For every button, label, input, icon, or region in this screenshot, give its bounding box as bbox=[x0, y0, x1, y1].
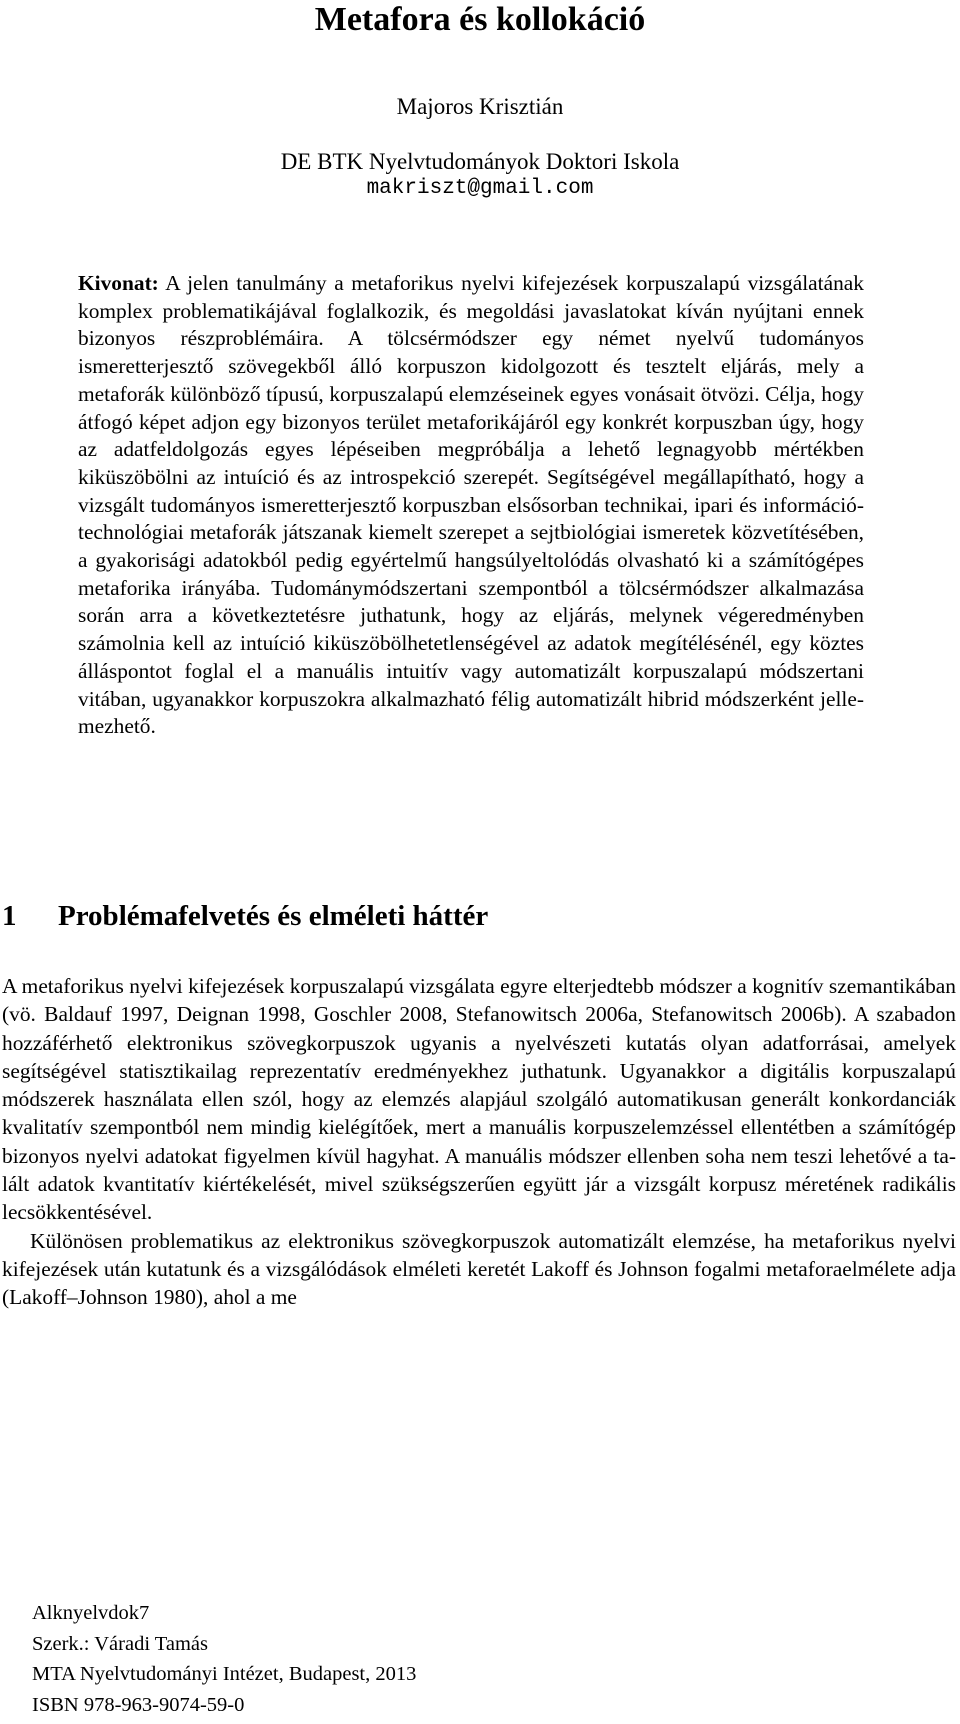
footer-line-isbn: ISBN 978-963-9074-59-0 bbox=[32, 1693, 245, 1716]
publication-footer bbox=[32, 1598, 416, 1720]
footer-line-publisher: MTA Nyelvtudományi Intézet, Budapest, 2013 bbox=[32, 1663, 417, 1685]
section-heading bbox=[2, 900, 488, 933]
author-affiliation: DE BTK Nyelvtudományok Doktori Iskola bbox=[280, 149, 680, 174]
footer-line-editor: Szerk.: Váradi Tamás bbox=[32, 1632, 208, 1655]
body-paragraph-2: Különösen problematikus az elektronikus szövegkorpuszok automatizált elemzése, ha metaforikus nyelvi kifejezések után kutatunk és a vizsgálódások elméleti keretét Lakoff és Johnson fogalmi metaforaelmélete adja (Lakoff–Johnson 1980), ahol a me bbox=[2, 1228, 956, 1310]
paper-title: Metafora és kollokáció bbox=[314, 1, 646, 38]
body-paragraph-1: A metaforikus nyelvi kifejezések korpuszalapú vizsgálata egyre elterjedtebb módszer a kognitív szemantikában (vö. Baldauf 1997, Deignan 1998, Goschler 2008, Stefanowitsch 2006a, Stefanowitsch 2006b). A szabadon hozzáférhető elektronikus szövegkorpuszok ugyanis a nyelvészeti kutatás olyan adatforrásai, amelyek segítségével statisztikailag reprezentatív eredményekhez juthatunk. Ugyanakkor a digitális korpuszalapú módszerek használata ellen szól, hogy az elemzés alapjául szolgáló automatikusan generált konkordanciák kvalitatív szempontból nem mindig kielégítőek, mert a manuális korpuszelemzéssel ellentétben a számítógép bizonyos nyelvi adatokat figyelmen kívül hagyhat. A manuális módszer ellenben soha nem teszi lehetővé a talált adatok kvantitatív kiértékelését, mivel szükségszerűen együtt jár a vizsgált korpusz méretének radikális lecsökkentésével. bbox=[2, 974, 956, 1225]
abstract-label: Kivonat: bbox=[78, 271, 159, 295]
section-number: 1 bbox=[2, 900, 17, 932]
abstract-text: A jelen tanulmány a metaforikus nyelvi kifejezések korpuszalapú vizsgálatának komplex problematikájával foglalkozik, és megoldási javaslatokat kíván nyújtani ennek bizonyos részproblémáira. A tölcsérmódszer egy német nyelvű tudományos ismeretterjesztő szövegekből álló korpuszon kidolgozott és tesztelt eljárás, mely a metaforák különböző típusú, korpuszalapú elemzéseinek egyes vonásait ötvözi. Célja, hogy átfogó képet adjon egy bizonyos terület metaforikájáról egy konkrét korpuszban úgy, hogy az adatfeldolgozás egyes lépéseiben megpróbálja a lehető legnagyobb mértékben kiküszöbölni az intuíció és az introspekció szerepét. Segítségével megállapítható, hogy a vizsgált tudományos ismeretterjesztő korpuszban elsősorban technikai, ipari és információ-technológiai metaforák játszanak kiemelt szerepet a sejtbiológiai ismeretek közvetítésében, a gyakorisági adatokból pedig egyértelmű hangsúlyeltolódás olvasható ki a számítógépes metaforika irányába. Tudománymódszertani szempontból a tölcsérmódszer alkalmazása során arra a következtetésre juthatunk, hogy az eljárás, melynek végeredményben számolnia kell az intuíció kiküszöbölhetetlenségével az adatok megítélésénél, egy köztes álláspontot foglal el a manuális intuitív vagy automatizált korpuszalapú módszertani vitában, ugyanakkor korpuszokra alkalmazható félig automatizált hibrid módszerként jellemezhető. bbox=[78, 271, 864, 739]
author-name: Majoros Krisztián bbox=[396, 94, 564, 119]
section-title: Problémafelvetés és elméleti háttér bbox=[58, 900, 489, 932]
abstract bbox=[78, 270, 864, 741]
author-email: makriszt@gmail.com bbox=[366, 177, 594, 200]
footer-line-series: Alknyelvdok7 bbox=[32, 1602, 150, 1624]
section-body bbox=[2, 972, 956, 1312]
